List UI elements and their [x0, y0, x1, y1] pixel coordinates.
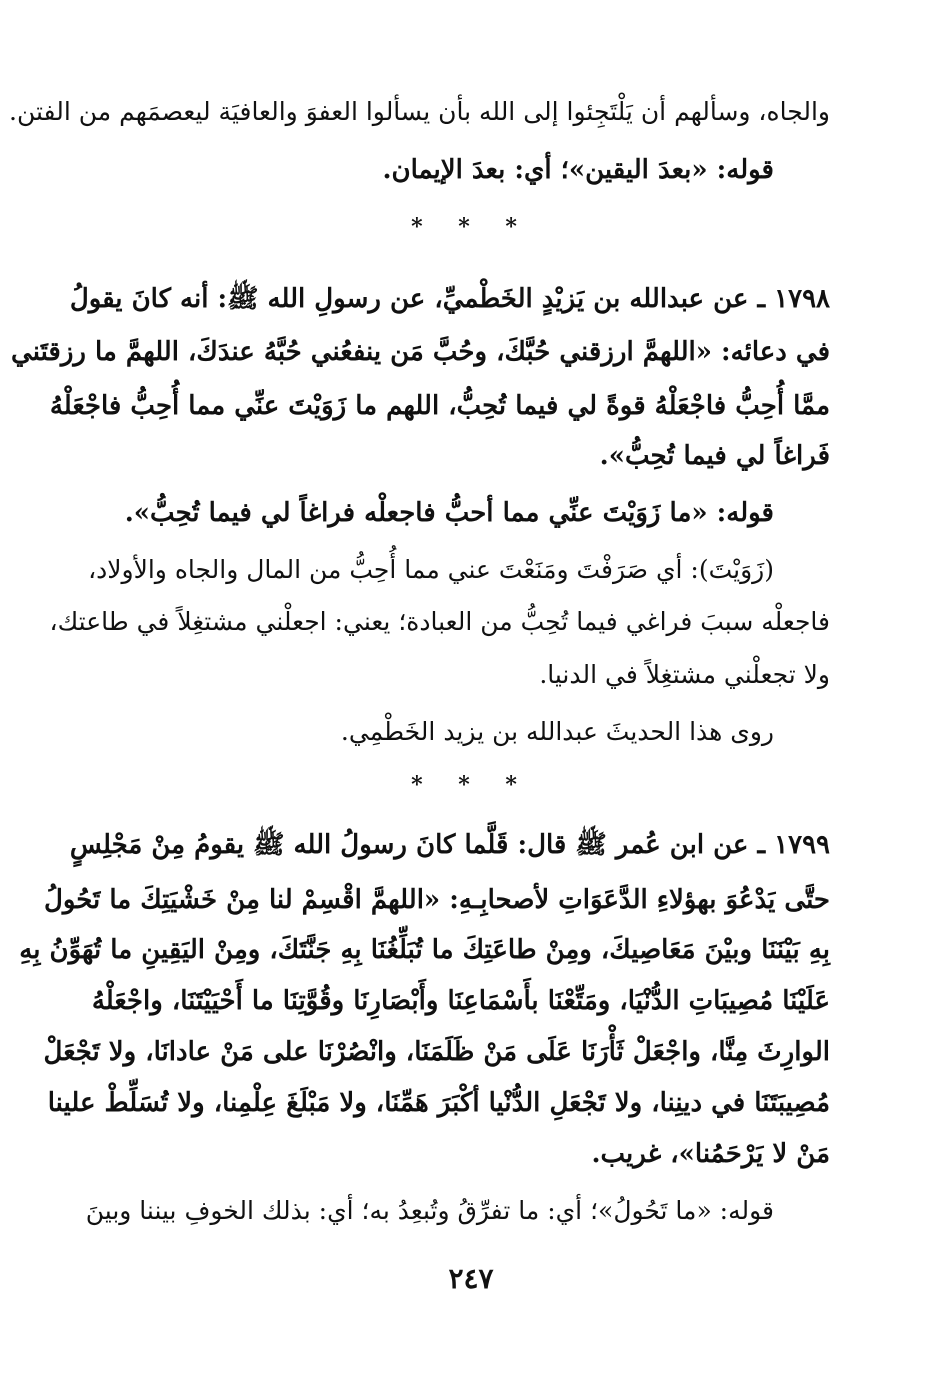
text-line: (زَوَيْتَ): أي صَرَفْتَ ومَنَعْتَ عني مما أُحِبُّ من المال والجاه والأولاد، [88, 555, 774, 584]
hadith-line: حتَّى يَدْعُوَ بهؤلاءِ الدَّعَوَاتِ لأصحابِـهِ: «اللهمَّ اقْسِمْ لنا مِنْ خَشْيَتِكَ ما تَحُولُ [43, 885, 830, 915]
hadith-line: ١٧٩٩ ـ عن ابن عُمر ﷺ قال: قَلَّما كانَ رسولُ الله ﷺ يقومُ مِنْ مَجْلِسٍ [69, 830, 830, 860]
hadith-line: ممَّا أُحِبُّ فاجْعَلْهُ قوةً لي فيما تُحِبُّ، اللهم ما زَوَيْتَ عنِّي مما أُحِبُّ فاجْعَلْهُ [49, 391, 830, 421]
section-separator: * * * [411, 214, 531, 240]
section-separator: * * * [411, 772, 531, 798]
text-line: والجاه، وسألهم أن يَلْتَجِئوا إلى الله بأن يسألوا العفوَ والعافيَة ليعصمَهم من الفتن. [9, 97, 830, 126]
hadith-line: الوارِثَ مِنَّا، واجْعَلْ ثَأْرَنَا عَلَى مَنْ ظَلَمَنَا، وانْصُرْنَا على مَنْ عادانَا، ولا تَجْعَلْ [43, 1037, 830, 1067]
page-number: ٢٤٧ [448, 1262, 494, 1295]
text-line: قوله: «بعدَ اليقين»؛ أي: بعدَ الإيمان. [382, 155, 774, 185]
hadith-line: فَراغاً لي فيما تُحِبُّ». [599, 441, 830, 471]
hadith-line: مُصِيبَتَنَا في دينِنا، ولا تَجْعَلِ الدُّنْيا أكْبَرَ هَمِّنَا، ولا مَبْلَغَ عِلْمِنا، ولا تُسَلِّطْ علينا [47, 1088, 830, 1118]
text-line: قوله: «ما تَحُولُ»؛ أي: ما تفرِّقُ وتُبعِدُ به؛ أي: بذلك الخوفِ بيننا وبينَ [85, 1196, 774, 1225]
text-line: ولا تجعلْني مشتغِلاً في الدنيا. [539, 660, 830, 689]
hadith-line: مَنْ لا يَرْحَمُنا»، غريب. [591, 1139, 830, 1169]
hadith-line: عَلَيْنَا مُصِيبَاتِ الدُّنْيَا، ومَتِّعْنَا بأَسْمَاعِنَا وأَبْصَارِنَا وقُوَّتِنَا ما أَحْيَيْتَنَا، واجْعَلْهُ [91, 986, 830, 1016]
text-line: قوله: «ما زَوَيْتَ عنِّي مما أحبُّ فاجعلْه فراغاً لي فيما تُحِبُّ». [124, 498, 774, 528]
hadith-line: بِهِ بَيْنَنَا وبيْنَ مَعَاصِيكَ، ومِنْ طاعَتِكَ ما تُبَلِّغُنَا بِهِ جَنَّتَكَ، ومِنْ اليَقِينِ ما تُهَوِّنُ بِهِ [19, 935, 830, 965]
hadith-line: ١٧٩٨ ـ عن عبدالله بن يَزيْدٍ الخَطْميِّ، عن رسولِ الله ﷺ: أنه كانَ يقولُ [69, 284, 830, 314]
text-line: فاجعلْه سببَ فراغي فيما تُحِبُّ من العبادة؛ يعني: اجعلْني مشتغِلاً في طاعتك، [49, 607, 830, 636]
hadith-line: في دعائه: «اللهمَّ ارزقني حُبَّكَ، وحُبَّ مَن ينفعُني حُبَّهُ عندَكَ، اللهمَّ ما رزقتَني [11, 337, 830, 367]
text-line: روى هذا الحديثَ عبدالله بن يزيد الخَطْمِي. [340, 717, 774, 746]
